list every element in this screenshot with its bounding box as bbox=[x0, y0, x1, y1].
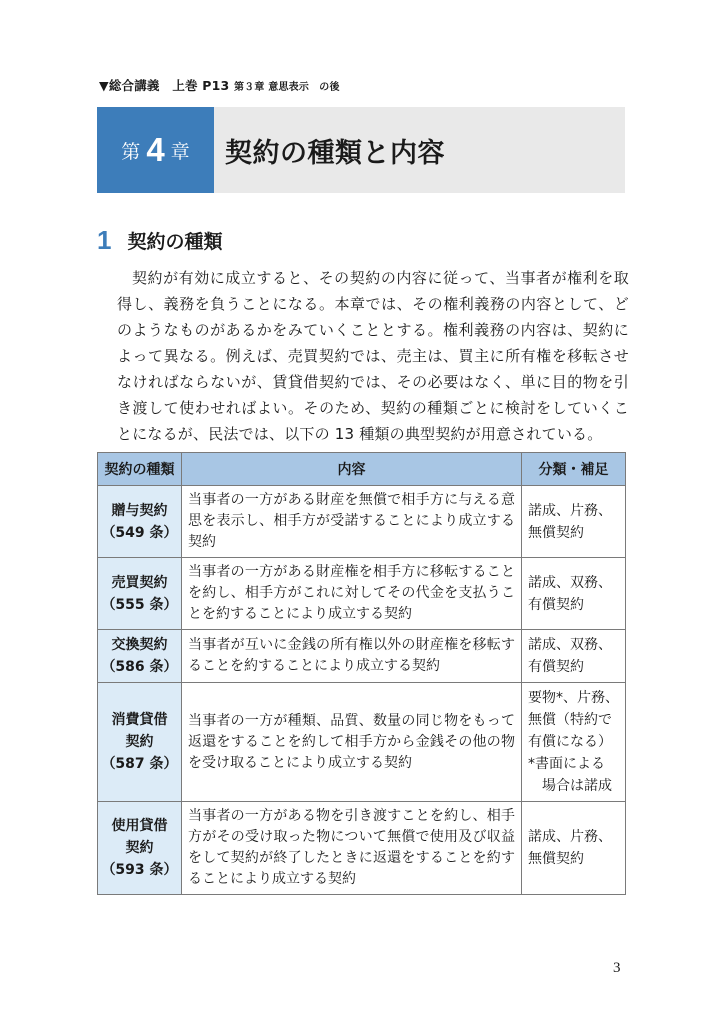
contract-type-cell bbox=[98, 630, 182, 683]
classification-line: 有償契約 bbox=[528, 659, 584, 675]
contract-type-line: 使用貸借 bbox=[111, 818, 168, 834]
section-number: 1 bbox=[97, 225, 112, 255]
running-head-main: ▼総合講義 上巻 P13 bbox=[99, 78, 230, 93]
contract-types-table bbox=[97, 452, 626, 895]
contract-type-line: 売買契約 bbox=[111, 574, 168, 591]
header-classification: 分類・補足 bbox=[522, 453, 626, 486]
classification-line: 無償契約 bbox=[528, 524, 584, 541]
classification-line: *書面による bbox=[528, 756, 605, 772]
contract-content-cell: 当事者の一方がある財産を無償で相手方に与える意思を表示し、相手方が受諾することにより成立する契約 bbox=[182, 486, 522, 558]
classification-cell bbox=[522, 630, 626, 683]
table-row bbox=[98, 486, 626, 558]
contract-type-line: （587 条） bbox=[101, 756, 178, 772]
contract-content-cell: 当事者の一方が種類、品質、数量の同じ物をもって返還をすることを約して相手方から金銭その他の物を受け取ることにより成立する契約 bbox=[182, 683, 522, 802]
contract-type-cell bbox=[98, 683, 182, 802]
classification-line: 有償契約 bbox=[528, 596, 584, 613]
contract-content-cell: 当事者の一方がある物を引き渡すことを約し、相手方がその受け取った物について無償で使用及び収益をして契約が終了したときに返還をすることを約することにより成立する契約 bbox=[182, 802, 522, 895]
classification-line: 諾成、双務、 bbox=[528, 637, 612, 653]
body-paragraph: 契約が有効に成立すると、その契約の内容に従って、当事者が権利を取得し、義務を負うことになる。本章では、その権利義務の内容として、どのようなものがあるかをみていくこととする。権利義務の内容は、契約によって異なる。例えば、売買契約では、売主は、買主に所有権を移転させなければならないが、賃貸借契約では、その必要はなく、単に目的物を引き渡して使わせればよい。そのため、契約の種類ごとに検討をしていくことになるが、民法では、以下の 13 種類の典型契約が用意されている。 bbox=[117, 269, 629, 443]
table-row bbox=[98, 802, 626, 895]
chapter-number: 4 bbox=[146, 131, 165, 168]
classification-line: 有償になる） bbox=[528, 734, 612, 750]
classification-line: 諾成、双務、 bbox=[528, 574, 612, 591]
running-head bbox=[99, 76, 340, 94]
classification-cell bbox=[522, 486, 626, 558]
contract-type-line: 契約 bbox=[125, 840, 154, 856]
table-row bbox=[98, 683, 626, 802]
classification-cell bbox=[522, 802, 626, 895]
contract-type-line: （593 条） bbox=[101, 862, 178, 878]
chapter-label-after: 章 bbox=[170, 140, 190, 163]
classification-line: 場合は諾成 bbox=[542, 778, 612, 794]
header-contract-type: 契約の種類 bbox=[98, 453, 182, 486]
header-content: 内容 bbox=[182, 453, 522, 486]
classification-line: 無償契約 bbox=[528, 851, 584, 867]
section-heading bbox=[97, 225, 222, 256]
classification-line: 諾成、片務、 bbox=[528, 502, 612, 519]
classification-line: 要物*、片務、 bbox=[528, 690, 619, 706]
contract-type-line: （555 条） bbox=[101, 596, 178, 613]
contract-type-line: 贈与契約 bbox=[111, 502, 168, 519]
contract-content-cell: 当事者の一方がある財産権を相手方に移転することを約し、相手方がこれに対してその代金を支払うことを約することにより成立する契約 bbox=[182, 558, 522, 630]
classification-cell bbox=[522, 683, 626, 802]
table-row bbox=[98, 630, 626, 683]
classification-line: 無償（特約で bbox=[528, 712, 612, 728]
classification-cell bbox=[522, 558, 626, 630]
contract-type-line: 交換契約 bbox=[111, 637, 168, 653]
table-row bbox=[98, 558, 626, 630]
table-header-row bbox=[98, 453, 626, 486]
chapter-number-box bbox=[97, 107, 214, 193]
chapter-title: 契約の種類と内容 bbox=[225, 137, 445, 169]
chapter-label-before: 第 bbox=[121, 140, 141, 163]
contract-type-line: 消費貸借 bbox=[111, 712, 168, 728]
contract-type-cell bbox=[98, 486, 182, 558]
contract-content-cell: 当事者が互いに金銭の所有権以外の財産権を移転することを約することにより成立する契約 bbox=[182, 630, 522, 683]
running-head-sub: 第３章 意思表示 の後 bbox=[233, 82, 340, 93]
contract-type-line: （586 条） bbox=[101, 659, 178, 675]
page-number: 3 bbox=[613, 960, 621, 976]
contract-type-line: （549 条） bbox=[101, 524, 178, 541]
section-title: 契約の種類 bbox=[127, 231, 223, 253]
contract-type-cell bbox=[98, 558, 182, 630]
chapter-banner bbox=[97, 107, 625, 193]
contract-type-cell bbox=[98, 802, 182, 895]
contract-type-line: 契約 bbox=[125, 734, 154, 750]
classification-line: 諾成、片務、 bbox=[528, 829, 612, 845]
